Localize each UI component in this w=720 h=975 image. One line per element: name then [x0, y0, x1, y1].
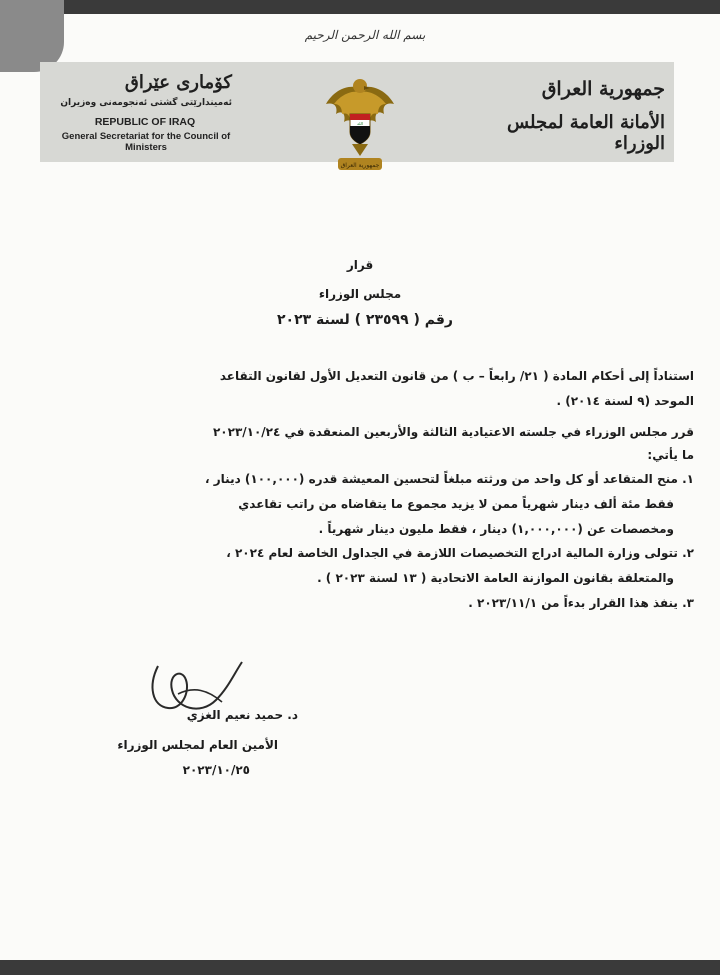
decision-number: رقم ( ٢٣٥٩٩ ) لسنة ٢٠٢٣	[276, 312, 453, 328]
paragraph-1-line-1: استناداً إلى أحكام المادة ( ٢١/ رابعاً – ب ) من قانون التعديل الأول لقانون التقاعد	[219, 369, 694, 383]
emblem-caption: جمهورية العراق	[340, 162, 380, 169]
item-1-line-1: ١. منح المتقاعد أو كل واحد من ورثته مبلغاً لتحسين المعيشة قدره (١٠٠,٠٠٠) دينار ،	[205, 472, 694, 486]
english-republic: REPUBLIC OF IRAQ	[94, 116, 196, 128]
item-2-line-1: ٢. تتولى وزارة المالية ادراج التخصيصات اللازمة في الجداول الخاصة لعام ٢٠٢٤ ،	[226, 546, 694, 560]
svg-text:الله: الله	[357, 121, 363, 126]
basmala: بسم الله الرحمن الرحيم	[304, 28, 426, 42]
item-1-line-3: ومخصصات عن (١,٠٠٠,٠٠٠) دينار ، فقط مليون دينار شهرياً .	[318, 522, 674, 536]
arabic-secretariat: الأمانة العامة لمجلس الوزراء	[507, 112, 665, 154]
english-secretariat: General Secretariat for the Council of Ministers	[61, 131, 231, 153]
paragraph-2-line-2: ما يأتي:	[647, 448, 694, 462]
signatory-name: د. حميد نعيم الغزي	[186, 708, 298, 722]
decision-heading: قرار	[346, 258, 374, 272]
paragraph-1-line-2: الموحد (٩ لسنة ٢٠١٤) .	[556, 394, 694, 408]
kurdish-title: كۆماری عێراق	[124, 72, 232, 93]
eagle-emblem-icon	[320, 70, 400, 178]
kurdish-subtitle: ئەمیندارێتی گشتی ئەنجومەنی وەزیران	[60, 98, 232, 108]
top-bar	[0, 0, 720, 14]
item-1-line-2: فقط مئة ألف دينار شهرياً ممن لا يزيد مجموع ما يتقاضاه من راتب تقاعدي	[238, 497, 674, 511]
signatory-title: الأمين العام لمجلس الوزراء	[117, 738, 278, 752]
item-2-line-2: والمتعلقة بقانون الموازنة العامة الاتحادية ( ١٣ لسنة ٢٠٢٣ ) .	[317, 571, 674, 585]
signature-date: ٢٠٢٣/١٠/٢٥	[182, 763, 250, 777]
item-3-line-1: ٣. ينفذ هذا القرار بدءاً من ٢٠٢٣/١١/١ .	[468, 596, 694, 610]
council-name: مجلس الوزراء	[318, 287, 402, 301]
bottom-bar	[0, 960, 720, 975]
paragraph-2-line-1: قرر مجلس الوزراء في جلسته الاعتيادية الثالثة والأربعين المنعقدة في ٢٠٢٣/١٠/٢٤	[212, 425, 694, 439]
arabic-republic: جمهورية العراق	[541, 78, 665, 100]
